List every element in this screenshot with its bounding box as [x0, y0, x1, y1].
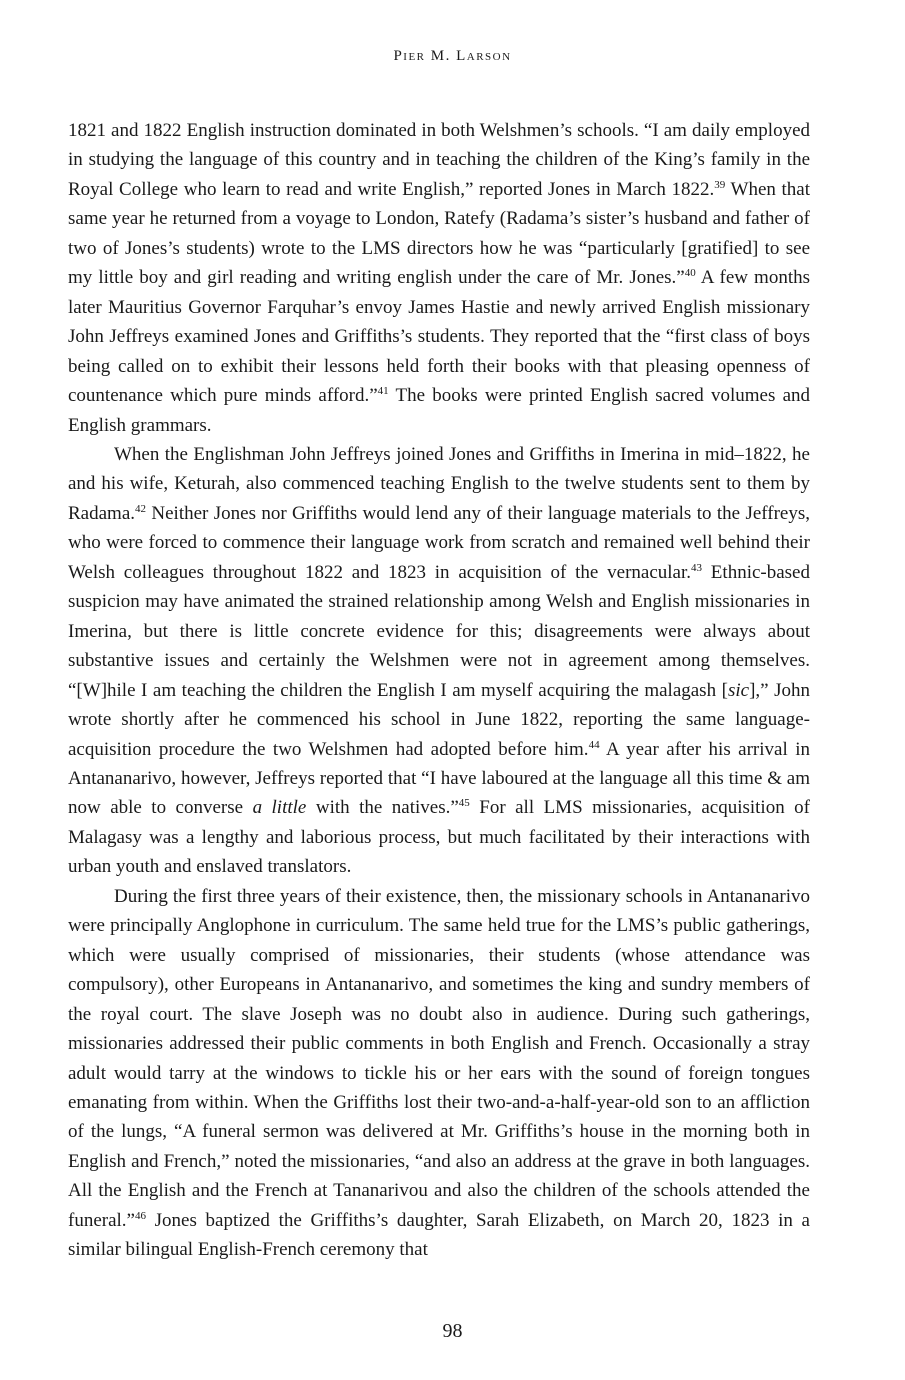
text-run: During the first three years of their existence, then, the missionary schools in Antananarivo were principally Anglophone in curriculum. The same held true for the LMS’s public gatherings, which were usually comprised of missionaries, their students (whose attendance was compulsory), other Europeans in Antananarivo, and sometimes the king and sundry members of the royal court. The slave Joseph was no doubt also in audience. During such gatherings, missionaries addressed their public comments in both English and French. Occasionally a stray adult would tarry at the windows to tickle his or her ears with the sound of foreign tongues emanating from within. When the Griffiths lost their two-and-a-half-year-old son to an affliction of the lungs, “A funeral sermon was delivered at Mr. Griffiths’s house in the morning both in English and French,” noted the missionaries, “and also an address at the grave in both languages. All the English and the French at Tananarivou and also the children of the schools attended the funeral.” — [68, 885, 810, 1231]
italic-text: sic — [727, 679, 750, 701]
footnote-ref: 40 — [684, 267, 696, 280]
text-run: The books were printed English sacred volumes and English grammars. — [68, 385, 810, 436]
body-text — [68, 116, 810, 1265]
text-run: ],” John wrote shortly after he commenced his school in June 1822, reporting the same language-acquisition procedure the two Welshmen had adopted before him. — [68, 679, 811, 760]
text-run: When that same year he returned from a voyage to London, Ratefy (Radama’s sister’s husband and father of two of Jones’s students) wrote to the LMS directors how he was “particularly [gratified] to see my little boy and girl reading and writing english under the care of Mr. Jones.” — [68, 178, 810, 289]
text-run: Neither Jones nor Griffiths would lend any of their language materials to the Jeffreys, who were forced to commence their language work from scratch and remained well behind their Welsh colleagues throughout 1822 and 1823 in acquisition of the vernacular. — [68, 502, 810, 583]
footnote-ref: 43 — [691, 561, 703, 574]
footnote-ref: 42 — [135, 502, 147, 515]
paragraph-1 — [68, 116, 810, 440]
footnote-ref: 44 — [588, 738, 600, 751]
footnote-ref: 41 — [377, 385, 389, 398]
text-run: with the natives.” — [306, 797, 459, 819]
paragraph-3 — [68, 882, 810, 1265]
text-run: When the Englishman John Jeffreys joined Jones and Griffiths in Imerina in mid–1822, he and his wife, Keturah, also commenced teaching English to the twelve students sent to them by Radama. — [68, 443, 810, 524]
footnote-ref: 45 — [458, 797, 470, 810]
footnote-ref: 39 — [714, 178, 726, 191]
running-head: Pier M. Larson — [393, 48, 512, 64]
paragraph-2 — [68, 440, 810, 882]
footnote-ref: 46 — [134, 1209, 146, 1222]
text-run: Jones baptized the Griffiths’s daughter, Sarah Elizabeth, on March 20, 1823 in a similar bilingual English-French ceremony that — [68, 1209, 810, 1261]
italic-text: a little — [252, 797, 307, 819]
text-run: A year after his arrival in Antananarivo, however, Jeffreys reported that “I have laboured at the language all this time & am now able to converse — [68, 738, 810, 819]
text-run: For all LMS missionaries, acquisition of Malagasy was a lengthy and laborious process, but much facilitated by their interactions with urban youth and enslaved translators. — [68, 797, 811, 878]
text-run: 1821 and 1822 English instruction dominated in both Welshmen’s schools. “I am daily employed in studying the language of this country and in teaching the children of the King’s family in the Royal College who learn to read and write English,” reported Jones in March 1822. — [68, 120, 810, 200]
page-number: 98 — [442, 1320, 463, 1342]
text-run: A few months later Mauritius Governor Farquhar’s envoy James Hastie and newly arrived English missionary John Jeffreys examined Jones and Griffiths’s students. They reported that the “first class of boys being called on to exhibit their lessons held forth their books with that pleasing openness of countenance which pure minds afford.” — [68, 267, 810, 407]
text-run: Ethnic-based suspicion may have animated the strained relationship among Welsh and English missionaries in Imerina, but there is little concrete evidence for this; disagreements were always about substantive issues and certainly the Welshmen were not in agreement among themselves. “[W]hile I am teaching the children the English I am myself acquiring the malagash [ — [68, 561, 810, 701]
